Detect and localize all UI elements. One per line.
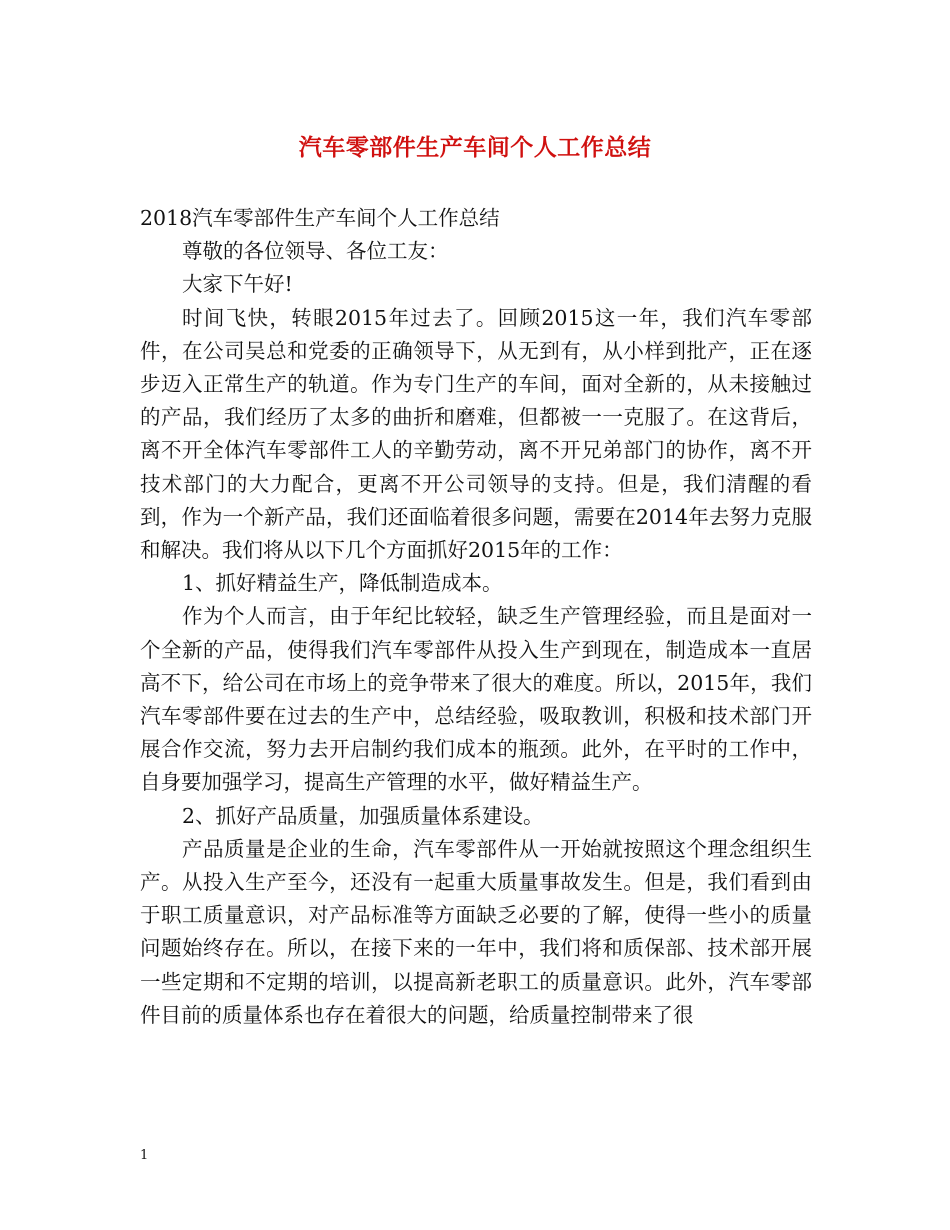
- section-heading-2: 2、抓好产品质量，加强质量体系建设。: [182, 803, 544, 828]
- document-title: 汽车零部件生产车间个人工作总结: [298, 134, 652, 161]
- document-subtitle: 2018汽车零部件生产车间个人工作总结: [140, 206, 500, 230]
- greeting: 大家下午好!: [182, 272, 293, 297]
- salutation: 尊敬的各位领导、各位工友：: [182, 239, 449, 264]
- paragraph-section-2: 产品质量是企业的生命，汽车零部件从一开始就按照这个理念组织生产。从投入生产至今，还没有一起重大质量事故发生。但是，我们看到由于职工质量意识，对产品标准等方面缺乏必要的了解，使得一些小的质量问题始终存在。所以，在接下来的一年中，我们将和质保部、技术部开展一些定期和不定期的培训，以提高新老职工的质量意识。此外，汽车零部件目前的质量体系也存在着很大的问题，给质量控制带来了很: [140, 836, 812, 1027]
- document-body: [140, 202, 812, 1032]
- page-number: 1: [140, 1148, 149, 1163]
- paragraph-section-1: 作为个人而言，由于年纪比较轻，缺乏生产管理经验，而且是面对一个全新的产品，使得我们汽车零部件从投入生产到现在，制造成本一直居高不下，给公司在市场上的竞争带来了很大的难度。所以，2015年，我们汽车零部件要在过去的生产中，总结经验，吸取教训，积极和技术部门开展合作交流，努力去开启制约我们成本的瓶颈。此外，在平时的工作中，自身要加强学习，提高生产管理的水平，做好精益生产。: [140, 604, 812, 795]
- section-heading-1: 1、抓好精益生产，降低制造成本。: [182, 571, 503, 596]
- paragraph-intro: 时间飞快，转眼2015年过去了。回顾2015这一年，我们汽车零部件，在公司吴总和党委的正确领导下，从无到有，从小样到批产，正在逐步迈入正常生产的轨道。作为专门生产的车间，面对全新的，从未接触过的产品，我们经历了太多的曲折和磨难，但都被一一克服了。在这背后，离不开全体汽车零部件工人的辛勤劳动，离不开兄弟部门的协作，离不开技术部门的大力配合，更离不开公司领导的支持。但是，我们清醒的看到，作为一个新产品，我们还面临着很多问题，需要在2014年去努力克服和解决。我们将从以下几个方面抓好2015年的工作：: [140, 305, 812, 563]
